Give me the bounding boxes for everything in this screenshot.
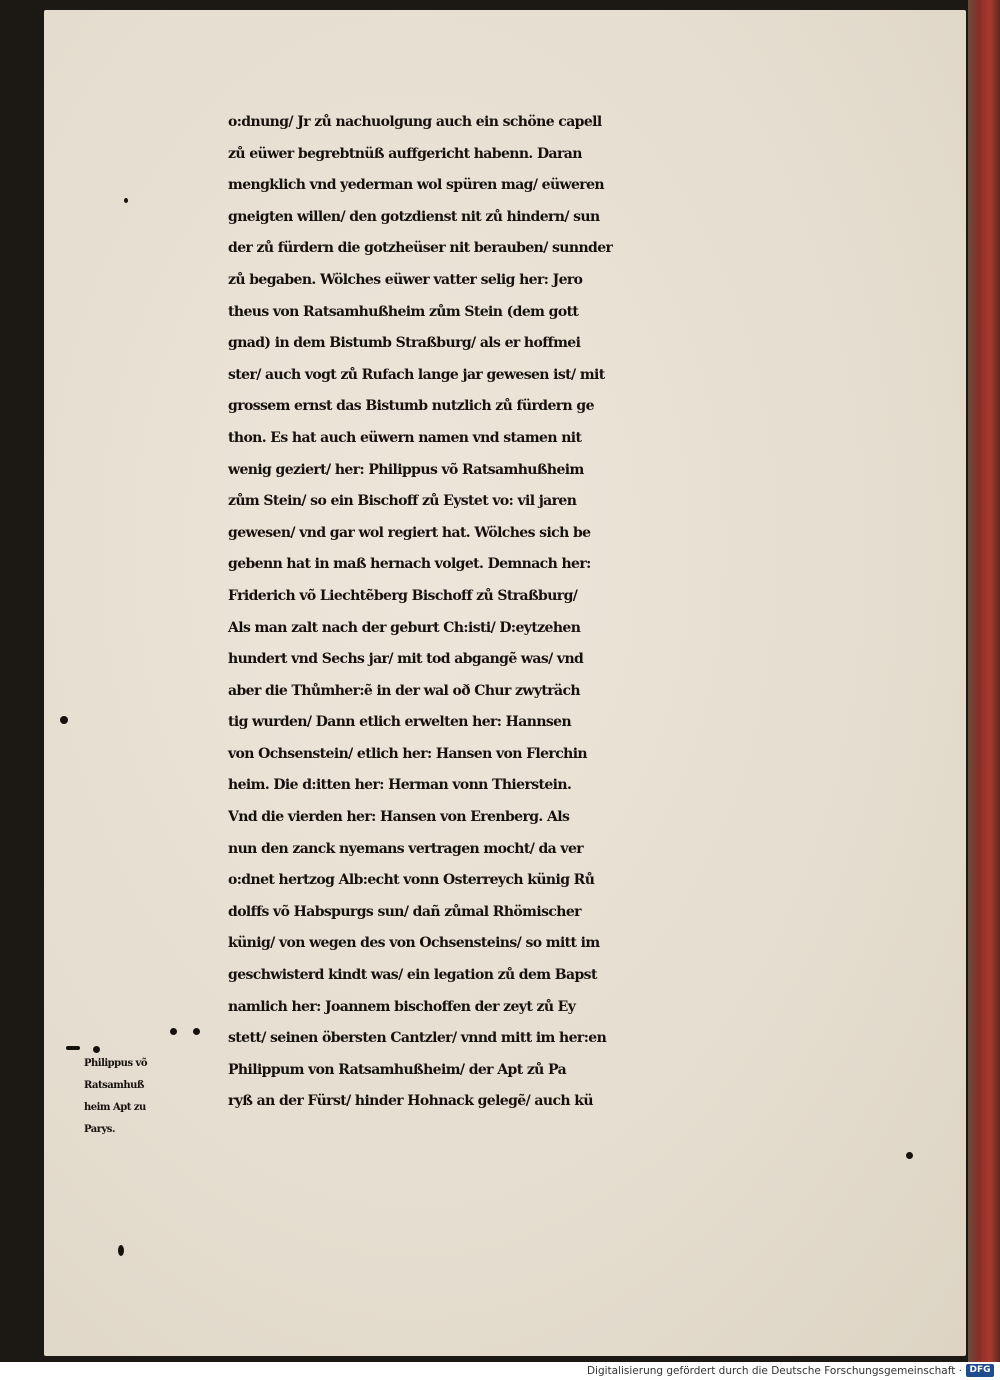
text-line: grossem ernst das Bistumb nutzlich zů fürdern ge	[228, 398, 594, 415]
text-line: wenig geziert/ her: Philippus võ Ratsamhußheim	[228, 461, 584, 478]
margin-note-line: Philippus võ	[84, 1058, 148, 1069]
ink-dot	[906, 1152, 913, 1159]
text-line: Friderich võ Liechtẽberg Bischoff zů Straßburg/	[228, 587, 578, 604]
text-line: aber die Thůmher:ẽ in der wal oð Chur zwyträch	[228, 682, 580, 699]
book-edge	[968, 0, 1000, 1362]
ink-dot	[124, 198, 128, 203]
text-line: der zů fürdern die gotzheüser nit berauben/ sunnder	[228, 240, 613, 257]
text-line: heim. Die d:itten her: Herman vonn Thierstein.	[228, 777, 572, 794]
ink-dash	[66, 1046, 80, 1050]
margin-note-line: Ratsamhuß	[84, 1080, 144, 1091]
text-line: geschwisterd kindt was/ ein legation zů dem Bapst	[228, 967, 597, 984]
text-line: gebenn hat in maß hernach volget. Demnach her:	[228, 556, 591, 573]
margin-note	[84, 1053, 224, 1141]
text-line: Vnd die vierden her: Hansen von Erenberg. Als	[228, 809, 570, 826]
text-line: o:dnung/ Jr zů nachuolgung auch ein schöne capell	[228, 114, 602, 130]
main-text-block	[228, 107, 928, 1118]
text-line: Als man zalt nach der geburt Ch:isti/ D:eytzehen	[228, 619, 581, 636]
ink-dot	[118, 1245, 124, 1256]
text-line: theus von Ratsamhußheim zům Stein (dem gott	[228, 303, 579, 320]
text-line: zů begaben. Wölches eüwer vatter selig her: Jero	[228, 271, 583, 288]
text-line: o:dnet hertzog Alb:echt vonn Osterreych künig Rů	[228, 872, 595, 889]
digitization-credit: Digitalisierung gefördert durch die Deutsche Forschungsgemeinschaft ·	[586, 1365, 962, 1377]
text-line: von Ochsenstein/ etlich her: Hansen von Flerchin	[228, 745, 588, 762]
ink-dot	[193, 1028, 200, 1035]
text-line: ryß an der Fürst/ hinder Hohnack gelegẽ/ auch kü	[228, 1093, 593, 1110]
text-line: gnad) in dem Bistumb Straßburg/ als er hoffmei	[228, 335, 581, 352]
ink-dot	[170, 1028, 177, 1035]
text-line: gneigten willen/ den gotzdienst nit zů hindern/ sun	[228, 208, 600, 225]
text-line: mengklich vnd yederman wol spüren mag/ eüweren	[228, 177, 604, 194]
text-line: ster/ auch vogt zů Rufach lange jar gewesen ist/ mit	[228, 366, 605, 383]
margin-note-line: heim Apt zu	[84, 1102, 146, 1113]
ink-dot	[93, 1046, 100, 1053]
text-line: stett/ seinen öbersten Cantzler/ vnnd mitt im her:en	[228, 1030, 607, 1047]
text-line: gewesen/ vnd gar wol regiert hat. Wölches sich be	[228, 524, 591, 541]
text-line: Philippum von Ratsamhußheim/ der Apt zů Pa	[228, 1061, 567, 1078]
text-line: tig wurden/ Dann etlich erwelten her: Hannsen	[228, 714, 572, 731]
margin-note-line: Parys.	[84, 1124, 115, 1135]
text-line: künig/ von wegen des von Ochsensteins/ so mitt im	[228, 935, 600, 952]
text-line: namlich her: Joannem bischoffen der zeyt zů Ey	[228, 998, 576, 1015]
text-line: hundert vnd Sechs jar/ mit tod abgangẽ was/ vnd	[228, 651, 584, 668]
text-line: nun den zanck nyemans vertragen mocht/ da ver	[228, 840, 584, 857]
dfg-logo: DFG	[966, 1364, 994, 1377]
text-line: zům Stein/ so ein Bischoff zů Eystet vo: vil jaren	[228, 493, 577, 510]
text-line: zů eüwer begrebtnüß auffgericht habenn. Daran	[228, 145, 582, 162]
text-line: dolffs võ Habspurgs sun/ dañ zůmal Rhömischer	[228, 903, 581, 920]
text-line: thon. Es hat auch eüwern namen vnd stamen nit	[228, 429, 582, 446]
ink-dot	[60, 716, 68, 724]
